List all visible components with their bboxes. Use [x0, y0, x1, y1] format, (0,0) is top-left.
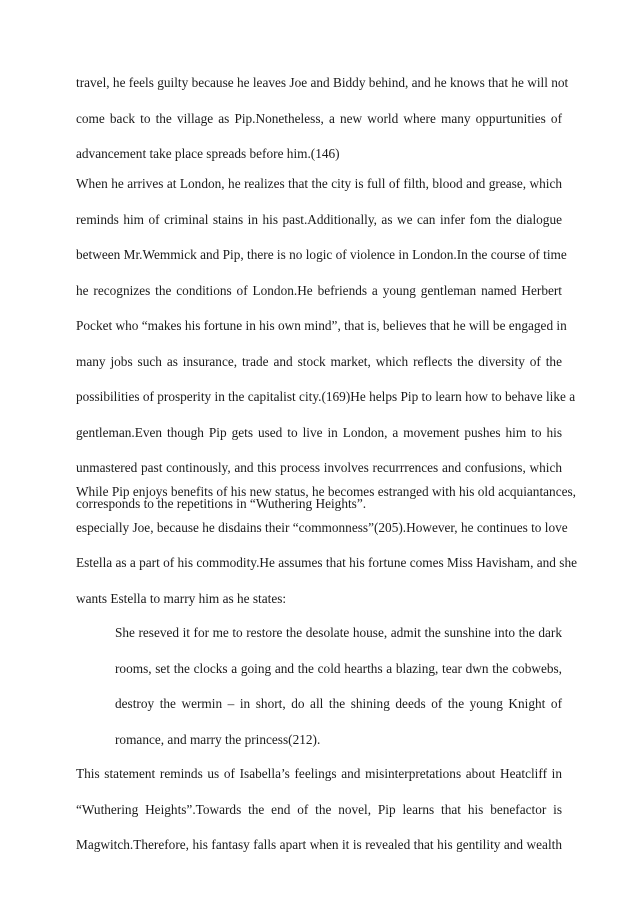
quote-line: She reseved it for me to restore the desolate house, admit the sunshine into the dark: [115, 625, 562, 640]
text-line: wants Estella to marry him as he states:: [76, 590, 287, 606]
paragraph-4: [76, 756, 562, 863]
text-line: especially Joe, because he disdains their “commonness”(205).However, he continues to love: [76, 519, 568, 535]
text-line: Estella as a part of his commodity.He assumes that his fortune comes Miss Havisham, and she: [76, 555, 577, 570]
text-line: he recognizes the conditions of London.He befriends a young gentleman named Herbert: [76, 282, 562, 298]
quote-line: destroy the wermin – in short, do all the shining deeds of the young Knight of: [115, 696, 562, 711]
paragraph-1: [76, 65, 569, 172]
text-line: This statement reminds us of Isabella’s feelings and misinterpretations about Heatcliff in: [76, 766, 562, 781]
text-line: advancement take place spreads before him.(146): [76, 146, 340, 161]
paragraph-2: [76, 166, 576, 521]
text-line: When he arrives at London, he realizes that the city is full of filth, blood and grease, which: [76, 176, 562, 191]
text-line: travel, he feels guilty because he leaves Joe and Biddy behind, and he knows that he will not: [76, 75, 569, 90]
paragraph-3: [76, 474, 577, 616]
text-line: possibilities of prosperity in the capitalist city.(169)He helps Pip to learn how to behave like a: [76, 389, 576, 404]
text-line: Magwitch.Therefore, his fantasy falls apart when it is revealed that his gentility and wealth: [76, 837, 562, 852]
text-line: come back to the village as Pip.Nonetheless, a new world where many oppurtunities of: [76, 110, 562, 126]
text-line: “Wuthering Heights”.Towards the end of the novel, Pip learns that his benefactor is: [76, 801, 562, 817]
text-line: many jobs such as insurance, trade and stock market, which reflects the diversity of the: [76, 353, 562, 369]
block-quote: [115, 615, 562, 757]
text-line: Pocket who “makes his fortune in his own mind”, that is, believes that he will be engaged in: [76, 318, 567, 333]
text-line: reminds him of criminal stains in his past.Additionally, as we can infer fom the dialogue: [76, 211, 562, 227]
quote-line: romance, and marry the princess(212).: [115, 731, 321, 747]
text-line: between Mr.Wemmick and Pip, there is no logic of violence in London.In the course of time: [76, 247, 567, 262]
text-line: While Pip enjoys benefits of his new status, he becomes estranged with his old acquiantances,: [76, 484, 576, 499]
quote-line: rooms, set the clocks a going and the cold hearths a blazing, tear dwn the cobwebs,: [115, 660, 562, 676]
text-line: unmastered past continously, and this process involves recurrrences and confusions, which: [76, 460, 562, 475]
text-line: corresponds to the repetitions in “Wuthering Heights”.: [76, 495, 367, 511]
text-line: gentleman.Even though Pip gets used to live in London, a movement pushes him to his: [76, 424, 562, 440]
